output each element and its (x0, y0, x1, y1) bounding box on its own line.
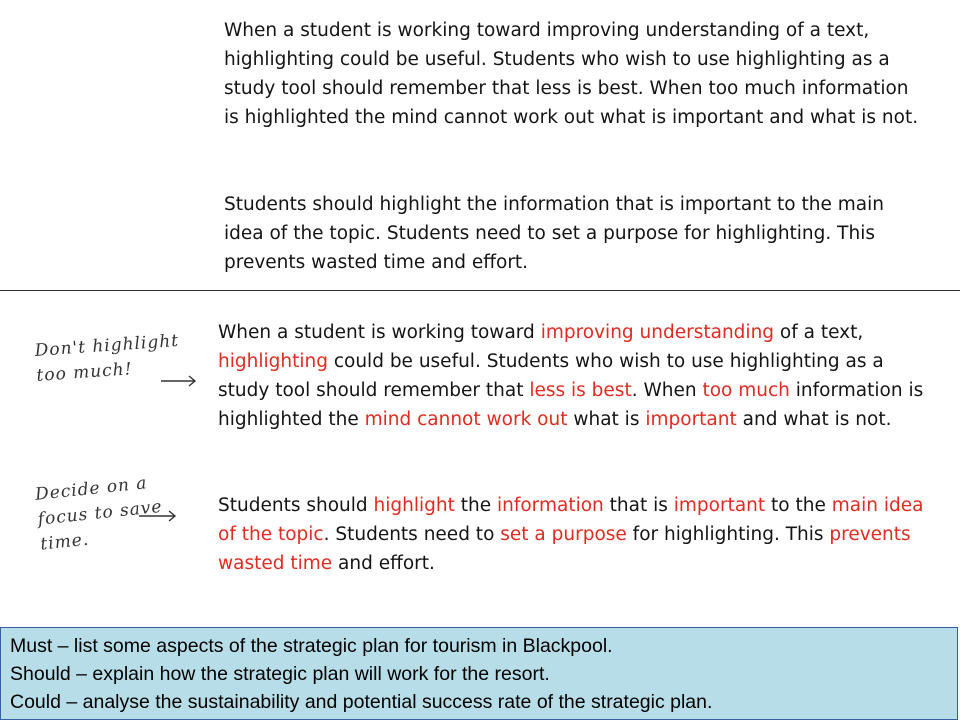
highlighted-paragraph-2 (218, 491, 924, 578)
plain-text: information is highlighted the (218, 380, 924, 430)
highlighted-phrase: information (496, 495, 604, 516)
plain-text: to the (765, 495, 832, 516)
highlighted-paragraph-1 (218, 318, 924, 434)
plain-text: and effort. (332, 553, 435, 574)
highlighted-phrase: important (645, 409, 737, 430)
highlighted-phrase: too much (702, 380, 790, 401)
note-line: time. (39, 529, 91, 555)
right-arrow-icon (160, 373, 198, 389)
note-line: Decide on a (34, 473, 149, 505)
highlighted-phrase: highlight (373, 495, 455, 516)
plain-text: . When (631, 380, 703, 401)
note-line: focus to save (36, 496, 164, 530)
section-divider (0, 290, 960, 291)
learning-objectives-box (0, 627, 958, 720)
highlighted-phrase: improving understanding (540, 322, 775, 343)
right-arrow-icon (138, 508, 178, 524)
plain-text: what is (567, 409, 646, 430)
highlighted-phrase: important (673, 495, 766, 516)
highlighted-phrase: mind cannot work out (364, 409, 568, 430)
plain-text: . Students need to (323, 524, 501, 545)
plain-text: of a text, (774, 322, 864, 343)
plain-text: When a student is working toward (218, 322, 541, 343)
objective-should: Should – explain how the strategic plan will work for the resort. (10, 663, 550, 685)
highlighted-phrase: highlighting (218, 351, 328, 372)
note-line: Don't highlight (34, 330, 180, 361)
plain-text: the (454, 495, 497, 516)
objective-must: Must – list some aspects of the strategic plan for tourism in Blackpool. (10, 635, 613, 657)
highlighted-phrase: set a purpose (500, 524, 627, 545)
plain-text: for highlighting. This (626, 524, 830, 545)
highlighted-phrase: prevents wasted time (218, 524, 911, 574)
highlighted-phrase: less is best (529, 380, 632, 401)
plain-text: could be useful. Students who wish to use highlighting as a study tool should remember that (218, 351, 884, 401)
highlighted-phrase: main idea of the topic (218, 495, 924, 545)
plain-text: Students should (218, 495, 374, 516)
original-paragraph-2: Students should highlight the information that is important to the main idea of the topic. Students need to set a purpose for highlighting. This prevents wasted time and effort. (224, 194, 884, 273)
plain-text: and what is not. (736, 409, 892, 430)
objective-could: Could – analyse the sustainability and potential success rate of the strategic plan. (10, 691, 713, 713)
original-paragraph-1: When a student is working toward improving understanding of a text, highlighting could be useful. Students who wish to use highlighting as a study tool should remember that less is best. When too much information is highlighted the mind cannot work out what is important and what is not. (224, 20, 919, 128)
plain-text: that is (603, 495, 674, 516)
note-line: too much! (35, 359, 134, 386)
